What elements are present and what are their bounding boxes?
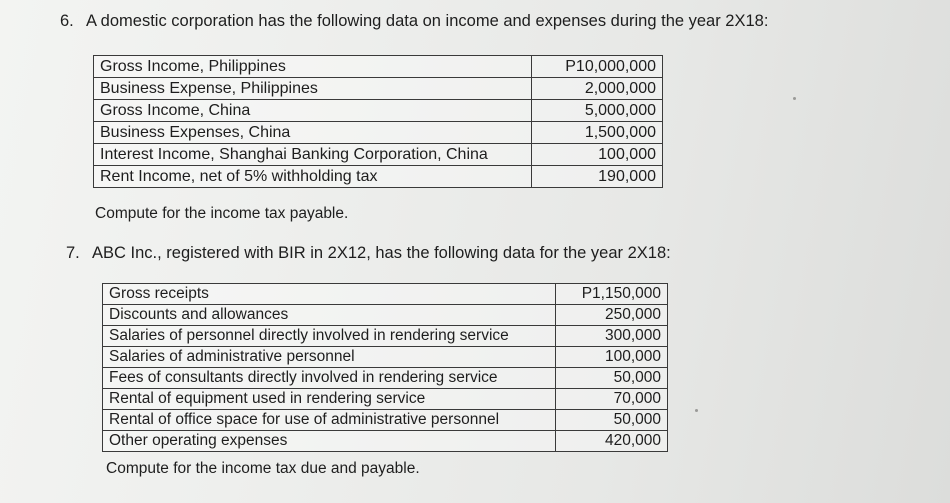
row-amount: 250,000 <box>556 305 668 326</box>
problem-7-number: 7. <box>66 244 80 262</box>
table-row <box>103 305 668 326</box>
row-label: Fees of consultants directly involved in rendering service <box>103 368 556 389</box>
paper-speck <box>793 97 796 100</box>
row-label: Interest Income, Shanghai Banking Corporation, China <box>94 144 532 166</box>
table-row <box>94 122 663 144</box>
problem-7-heading <box>66 244 671 263</box>
row-label: Rent Income, net of 5% withholding tax <box>94 166 532 188</box>
row-label: Gross Income, Philippines <box>94 56 532 78</box>
row-amount: 2,000,000 <box>532 78 663 100</box>
paper-speck <box>695 409 698 412</box>
table-row <box>103 410 668 431</box>
row-amount: 300,000 <box>556 326 668 347</box>
row-amount: P10,000,000 <box>532 56 663 78</box>
row-amount: 100,000 <box>556 347 668 368</box>
table-row <box>94 144 663 166</box>
row-label: Gross receipts <box>103 284 556 305</box>
row-amount: 1,500,000 <box>532 122 663 144</box>
problem-7-table <box>102 283 668 452</box>
row-label: Rental of office space for use of administrative personnel <box>103 410 556 431</box>
row-amount: 100,000 <box>532 144 663 166</box>
problem-7-text: ABC Inc., registered with BIR in 2X12, has the following data for the year 2X18: <box>92 244 671 262</box>
problem-7-instruction: Compute for the income tax due and payable. <box>106 460 420 477</box>
row-label: Discounts and allowances <box>103 305 556 326</box>
table-row <box>103 284 668 305</box>
row-amount: 50,000 <box>556 368 668 389</box>
row-label: Business Expense, Philippines <box>94 78 532 100</box>
problem-6-instruction: Compute for the income tax payable. <box>95 205 349 222</box>
table-row <box>103 347 668 368</box>
row-amount: 420,000 <box>556 431 668 452</box>
row-amount: 190,000 <box>532 166 663 188</box>
row-label: Gross Income, China <box>94 100 532 122</box>
problem-6-heading <box>60 12 768 31</box>
row-label: Business Expenses, China <box>94 122 532 144</box>
row-amount: 50,000 <box>556 410 668 431</box>
row-amount: 70,000 <box>556 389 668 410</box>
problem-6-number: 6. <box>60 12 74 30</box>
table-row <box>94 100 663 122</box>
row-amount: P1,150,000 <box>556 284 668 305</box>
row-label: Other operating expenses <box>103 431 556 452</box>
table-row <box>94 78 663 100</box>
problem-6-table <box>93 55 663 188</box>
row-label: Salaries of personnel directly involved in rendering service <box>103 326 556 347</box>
problem-6-text: A domestic corporation has the following data on income and expenses during the year 2X18: <box>86 12 769 30</box>
row-label: Salaries of administrative personnel <box>103 347 556 368</box>
table-row <box>103 431 668 452</box>
row-amount: 5,000,000 <box>532 100 663 122</box>
table-row <box>94 56 663 78</box>
row-label: Rental of equipment used in rendering service <box>103 389 556 410</box>
table-row <box>103 368 668 389</box>
table-row <box>103 326 668 347</box>
table-row <box>94 166 663 188</box>
table-row <box>103 389 668 410</box>
